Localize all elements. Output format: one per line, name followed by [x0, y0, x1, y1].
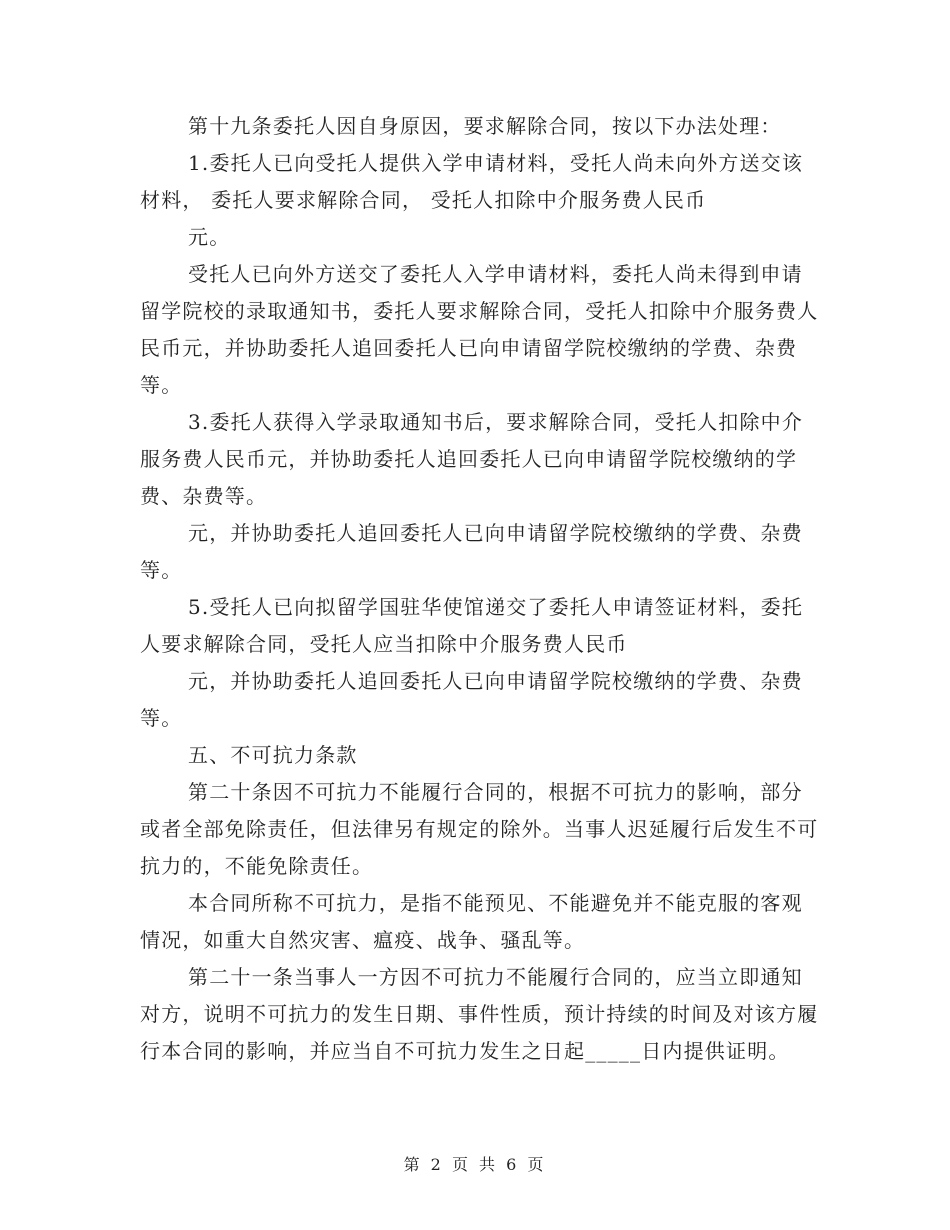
paragraph-item-1: 1.委托人已向受托人提供入学申请材料，受托人尚未向外方送交该材料， 委托人要求解除合同， 受托人扣除中介服务费人民币 — [140, 151, 804, 212]
page-number-footer: 第 2 页 共 6 页 — [403, 1155, 547, 1174]
paragraph-item-4: 元，并协助委托人追回委托人已向申请留学院校缴纳的学费、杂费等。 — [140, 521, 803, 582]
paragraph-item-5: 5.受托人已向拟留学国驻华使馆递交了委托人申请签证材料，委托人要求解除合同，受托人应当扣除中介服务费人民币 — [140, 595, 804, 656]
paragraph-article-21: 第二十一条当事人一方因不可抗力不能履行合同的，应当立即通知对方，说明不可抗力的发生日期、事件性质，预计持续的时间及对该方履行本合同的影响，并应当自不可抗力发生之日起_____日内提供证明。 — [140, 965, 819, 1063]
document-body — [140, 108, 820, 1070]
paragraph-article-20: 第二十条因不可抗力不能履行合同的，根据不可抗力的影响，部分或者全部免除责任，但法律另有规定的除外。当事人迟延履行后发生不可抗力的，不能免除责任。 — [140, 780, 819, 878]
section-heading-force-majeure: 五、不可抗力条款 — [188, 743, 358, 767]
paragraph-item-2: 受托人已向外方送交了委托人入学申请材料，委托人尚未得到申请留学院校的录取通知书，委托人要求解除合同，受托人扣除中介服务费人民币元，并协助委托人追回委托人已向申请留学院校缴纳的学费、杂费等。 — [140, 262, 819, 397]
paragraph-force-majeure-definition: 本合同所称不可抗力，是指不能预见、不能避免并不能克服的客观情况，如重大自然灾害、瘟疫、战争、骚乱等。 — [140, 891, 803, 952]
paragraph-item-5-continued: 元，并协助委托人追回委托人已向申请留学院校缴纳的学费、杂费等。 — [140, 669, 803, 730]
paragraph-item-1-amount: 元。 — [188, 225, 231, 249]
paragraph-item-3: 3.委托人获得入学录取通知书后，要求解除合同，受托人扣除中介服务费人民币元，并协助委托人追回委托人已向申请留学院校缴纳的学费、杂费等。 — [140, 410, 804, 508]
paragraph-article-19: 第十九条委托人因自身原因，要求解除合同，按以下办法处理： — [188, 114, 782, 138]
